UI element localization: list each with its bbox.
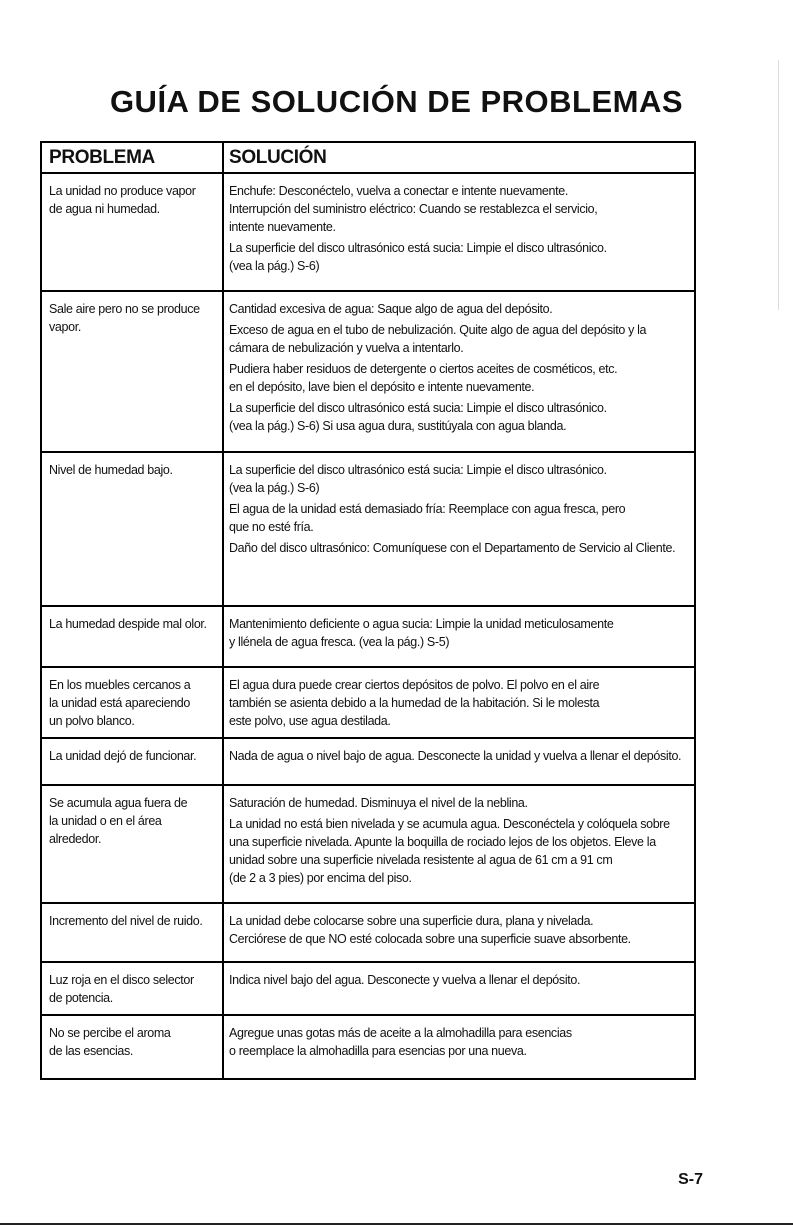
solution-text-line: (vea la pág.) S-6) Si usa agua dura, sustitúyala con agua blanda. [229,419,567,433]
solution-text-line: Mantenimiento deficiente o agua sucia: Limpie la unidad meticulosamente [229,617,614,631]
problem-text-line: No se percibe el aroma [49,1026,171,1040]
solution-paragraph [229,912,695,948]
solution-text-line: La superficie del disco ultrasónico está sucia: Limpie el disco ultrasónico. [229,401,607,415]
solution-text-line: que no esté fría. [229,520,314,534]
solution-text-line: cámara de nebulización y vuelva a intentarlo. [229,341,464,355]
solution-paragraph [229,360,695,396]
problem-text-line: La unidad no produce vapor [49,184,196,198]
solution-text-line: también se asienta debido a la humedad de la habitación. Si le molesta [229,696,600,710]
solution-text-line: unidad sobre una superficie nivelada resistente al agua de 61 cm a 91 cm [229,853,613,867]
problem-cell [49,607,217,633]
table-row [42,607,694,668]
problem-text-line: un polvo blanco. [49,714,135,728]
problem-text-line: Se acumula agua fuera de [49,796,188,810]
troubleshooting-table [40,141,696,1080]
solution-text-line: Daño del disco ultrasónico: Comuníquese con el Departamento de Servicio al Cliente. [229,541,676,555]
table-row [42,174,694,292]
solution-cell [229,453,695,560]
solution-cell [229,963,695,992]
problem-text-line: la unidad está apareciendo [49,696,191,710]
problem-text-line: La unidad dejó de funcionar. [49,749,197,763]
solution-text-line: Nada de agua o nivel bajo de agua. Desconecte la unidad y vuelva a llenar el depósito. [229,749,682,763]
table-row [42,453,694,607]
problem-text-line: vapor. [49,320,81,334]
table-row [42,1016,694,1078]
problem-cell [49,904,217,930]
solution-text-line: El agua dura puede crear ciertos depósitos de polvo. El polvo en el aire [229,678,600,692]
problem-text-line: la unidad o en el área [49,814,162,828]
solution-cell [229,786,695,890]
problem-text-line: Luz roja en el disco selector [49,973,194,987]
solution-text-line: Pudiera haber residuos de detergente o ciertos aceites de cosméticos, etc. [229,362,618,376]
solution-paragraph [229,239,695,275]
solution-text-line: (de 2 a 3 pies) por encima del piso. [229,871,412,885]
solution-text-line: La unidad debe colocarse sobre una superficie dura, plana y nivelada. [229,914,594,928]
table-header-row [42,143,694,174]
solution-text-line: La unidad no está bien nivelada y se acumula agua. Desconéctela y colóquela sobre [229,817,670,831]
solution-text-line: Cantidad excesiva de agua: Saque algo de agua del depósito. [229,302,553,316]
solution-text-line: Enchufe: Desconéctelo, vuelva a conectar e intente nuevamente. [229,184,568,198]
solution-paragraph [229,971,695,989]
problem-text-line: de las esencias. [49,1044,134,1058]
problem-cell [49,739,217,765]
solution-text-line: (vea la pág.) S-6) [229,481,320,495]
solution-text-line: Agregue unas gotas más de aceite a la almohadilla para esencias [229,1026,572,1040]
page-edge-line [778,60,779,310]
solution-paragraph [229,321,695,357]
solution-paragraph [229,399,695,435]
table-row [42,668,694,739]
solution-paragraph [229,300,695,318]
problem-text-line: de agua ni humedad. [49,202,160,216]
solution-text-line: Exceso de agua en el tubo de nebulización. Quite algo de agua del depósito y la [229,323,647,337]
table-row [42,739,694,786]
header-solution: SOLUCIÓN [229,147,327,168]
solution-paragraph [229,815,695,887]
solution-paragraph [229,539,695,557]
solution-text-line: intente nuevamente. [229,220,336,234]
solution-paragraph [229,461,695,497]
problem-text-line: Incremento del nivel de ruido. [49,914,203,928]
solution-text-line: Cerciórese de que NO esté colocada sobre una superficie suave absorbente. [229,932,631,946]
solution-text-line: (vea la pág.) S-6) [229,259,320,273]
solution-cell [229,174,695,278]
problem-text-line: La humedad despide mal olor. [49,617,207,631]
solution-paragraph [229,794,695,812]
problem-cell [49,1016,217,1060]
table-row [42,963,694,1016]
solution-cell [229,904,695,951]
solution-cell [229,292,695,438]
solution-paragraph [229,615,695,651]
solution-text-line: este polvo, use agua destilada. [229,714,391,728]
solution-text-line: Saturación de humedad. Disminuya el nivel de la neblina. [229,796,528,810]
table-row [42,786,694,904]
problem-text-line: En los muebles cercanos a [49,678,191,692]
solution-text-line: o reemplace la almohadilla para esencias por una nueva. [229,1044,527,1058]
problem-cell [49,292,217,336]
problem-cell [49,174,217,218]
solution-paragraph [229,676,695,730]
problem-text-line: de potencia. [49,991,113,1005]
solution-cell [229,739,695,768]
solution-paragraph [229,500,695,536]
solution-text-line: y llénela de agua fresca. (vea la pág.) S-5) [229,635,450,649]
solution-text-line: El agua de la unidad está demasiado fría: Reemplace con agua fresca, pero [229,502,626,516]
solution-paragraph [229,747,695,765]
solution-paragraph [229,1024,695,1060]
table-row [42,904,694,963]
solution-cell [229,668,695,733]
problem-text-line: Nivel de humedad bajo. [49,463,173,477]
solution-cell [229,607,695,654]
problem-text-line: Sale aire pero no se produce [49,302,200,316]
solution-text-line: La superficie del disco ultrasónico está sucia: Limpie el disco ultrasónico. [229,241,607,255]
solution-cell [229,1016,695,1063]
header-problem: PROBLEMA [49,147,155,168]
table-row [42,292,694,453]
problem-text-line: alrededor. [49,832,102,846]
page-title: GUÍA DE SOLUCIÓN DE PROBLEMAS [109,84,684,119]
solution-text-line: en el depósito, lave bien el depósito e intente nuevamente. [229,380,535,394]
solution-text-line: La superficie del disco ultrasónico está sucia: Limpie el disco ultrasónico. [229,463,607,477]
solution-text-line: Indica nivel bajo del agua. Desconecte y vuelva a llenar el depósito. [229,973,581,987]
problem-cell [49,786,217,848]
solution-text-line: una superficie nivelada. Apunte la boquilla de rociado lejos de los objetos. Eleve la [229,835,656,849]
page-number: S-7 [678,1171,703,1188]
problem-cell [49,963,217,1007]
problem-cell [49,668,217,730]
problem-cell [49,453,217,479]
solution-text-line: Interrupción del suministro eléctrico: Cuando se restablezca el servicio, [229,202,598,216]
solution-paragraph [229,182,695,236]
